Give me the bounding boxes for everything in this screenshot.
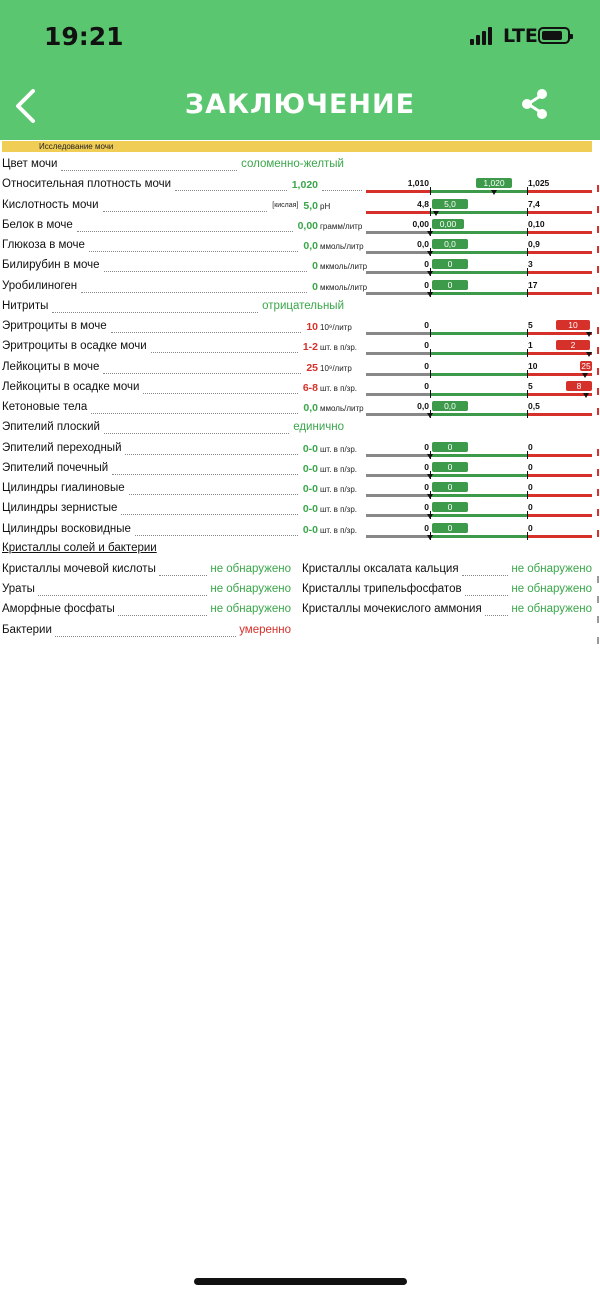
scale-value-pill: 1,020	[476, 178, 512, 188]
result-row	[0, 361, 600, 381]
signal-icon	[470, 27, 496, 45]
scale-low-label: 0	[424, 441, 429, 452]
leader-dots	[52, 312, 258, 313]
scale-value-pill: 0,0	[432, 239, 468, 249]
leader-dots	[38, 595, 207, 596]
result-unit: грамм/литр	[320, 221, 363, 231]
result-value: 10	[306, 321, 318, 333]
scale-tick	[527, 471, 528, 479]
scale-above-range	[527, 535, 592, 538]
result-name: Цилиндры гиалиновые	[2, 482, 125, 494]
scale-normal-range	[430, 211, 527, 214]
result-row	[0, 421, 600, 441]
result-value: отрицательный	[262, 299, 344, 312]
scale-value-marker	[583, 393, 589, 398]
result-unit: шт. в п/зр.	[320, 343, 358, 353]
row-edge-marker	[597, 530, 599, 537]
scale-value-marker	[427, 494, 433, 499]
result-row	[0, 482, 600, 502]
scale-low-label: 0	[424, 522, 429, 533]
scale-above-range	[527, 271, 592, 274]
result-row	[0, 340, 600, 360]
scale-tick	[527, 329, 528, 337]
scale-above-range	[527, 251, 592, 254]
scale-value-marker	[427, 535, 433, 540]
page-title: ЗАКЛЮЧЕНИЕ	[184, 89, 416, 120]
leader-dots	[81, 292, 307, 293]
crystal-name: Кристаллы мочевой кислоты	[2, 563, 156, 575]
status-time: 19:21	[44, 22, 124, 51]
row-edge-marker	[597, 185, 599, 192]
scale-normal-range	[430, 352, 527, 355]
crystal-name: Аморфные фосфаты	[2, 603, 115, 615]
leader-dots	[159, 575, 208, 576]
scale-value-pill: 0	[432, 523, 468, 533]
scale-above-range	[527, 454, 592, 457]
result-name: Лейкоциты в осадке мочи	[2, 380, 140, 393]
scale-value-marker	[491, 190, 497, 195]
row-edge-marker	[597, 327, 599, 334]
result-unit: ммоль/литр	[320, 404, 364, 413]
reference-scale	[366, 482, 592, 502]
scale-value-marker	[586, 352, 592, 357]
result-value: 5,0	[303, 199, 318, 212]
scale-value-pill: 10	[556, 320, 590, 330]
scale-value-marker	[433, 211, 439, 216]
scale-tick	[527, 187, 528, 195]
result-unit: мкмоль/литр	[320, 282, 368, 292]
scale-below-range	[366, 332, 430, 335]
scale-normal-range	[430, 332, 527, 335]
scale-value-marker	[427, 251, 433, 256]
scale-below-range	[366, 190, 430, 193]
reference-scale	[366, 219, 592, 239]
result-name: Кислотность мочи	[2, 198, 99, 211]
result-value: 0-0	[302, 442, 318, 455]
scale-value-marker	[427, 454, 433, 459]
result-row	[0, 158, 600, 178]
scale-value-marker	[427, 292, 433, 297]
scale-above-range	[527, 494, 592, 497]
scale-high-label: 0,9	[528, 239, 540, 249]
scale-above-range	[527, 211, 592, 214]
scale-low-label: 0	[424, 461, 429, 472]
row-edge-marker	[597, 246, 599, 253]
row-edge-marker	[597, 347, 599, 354]
scale-low-label: 0	[424, 340, 429, 351]
scale-value-pill: 8	[566, 381, 592, 391]
result-value: 0	[312, 260, 318, 273]
scale-tick	[527, 532, 528, 540]
leader-dots	[465, 595, 509, 596]
scale-below-range	[366, 413, 430, 416]
scale-tick	[430, 329, 431, 337]
scale-high-label: 0	[528, 522, 533, 533]
scale-value-marker	[427, 231, 433, 236]
scale-normal-range	[430, 474, 527, 477]
result-unit: шт. в п/зр.	[320, 525, 358, 535]
row-edge-marker	[597, 266, 599, 273]
scale-high-label: 0	[528, 482, 533, 492]
leader-dots	[103, 373, 301, 374]
scale-tick	[527, 208, 528, 216]
crystal-value: умеренно	[239, 624, 291, 636]
scale-tick	[527, 451, 528, 459]
row-edge-marker	[597, 226, 599, 233]
leader-dots	[485, 615, 509, 616]
result-name: Относительная плотность мочи	[2, 178, 172, 191]
crystal-value: не обнаружено	[210, 603, 291, 615]
leader-dots	[55, 636, 236, 637]
scale-normal-range	[430, 514, 527, 517]
scale-high-label: 5	[528, 380, 533, 391]
crystal-value: не обнаружено	[511, 583, 592, 595]
scale-tick	[527, 511, 528, 519]
leader-dots	[322, 190, 362, 191]
leader-dots	[462, 575, 509, 576]
scale-below-range	[366, 292, 430, 295]
row-edge-marker	[597, 368, 599, 375]
scale-tick	[527, 410, 528, 418]
scale-above-range	[527, 190, 592, 193]
scale-value-pill: 0	[432, 442, 468, 452]
row-edge-marker	[597, 509, 599, 516]
scale-value-marker	[586, 332, 592, 337]
scale-value-pill: 0	[432, 482, 468, 492]
scale-tick	[430, 187, 431, 195]
scale-low-label: 1,010	[407, 178, 429, 189]
result-name: Эритроциты в моче	[2, 320, 107, 332]
row-edge-marker	[597, 408, 599, 415]
scale-value-pill: 0	[432, 280, 468, 290]
scale-value-pill: 0	[432, 462, 468, 472]
row-edge-marker	[597, 637, 599, 644]
result-row	[0, 239, 600, 259]
result-value: единично	[293, 421, 344, 434]
reference-scale	[366, 340, 592, 360]
scale-above-range	[527, 332, 592, 335]
result-unit: pH	[320, 201, 331, 211]
leader-dots	[104, 433, 289, 434]
result-value: 0-0	[302, 483, 318, 495]
scale-normal-range	[430, 190, 527, 193]
result-value: 1-2	[302, 341, 318, 354]
result-row	[0, 523, 600, 543]
scale-above-range	[527, 352, 592, 355]
crystal-value: не обнаружено	[511, 563, 592, 575]
scale-tick	[527, 491, 528, 499]
scale-normal-range	[430, 535, 527, 538]
result-unit: мкмоль/литр	[320, 262, 368, 272]
scale-high-label: 0	[528, 502, 533, 513]
section-header	[2, 141, 592, 152]
leader-dots	[121, 514, 297, 515]
scale-low-label: 0	[424, 482, 429, 492]
result-name: Эритроциты в осадке мочи	[2, 340, 147, 353]
scale-above-range	[527, 413, 592, 416]
scale-high-label: 17	[528, 279, 538, 290]
result-unit: шт. в п/зр.	[320, 444, 358, 454]
scale-high-label: 0	[528, 441, 533, 452]
scale-normal-range	[430, 393, 527, 396]
result-value: 0-0	[302, 523, 318, 536]
result-row	[0, 320, 600, 340]
reference-scale	[366, 401, 592, 421]
leader-dots	[135, 535, 298, 536]
scale-below-range	[366, 373, 430, 376]
scale-low-label: 0	[424, 279, 429, 290]
result-unit: 10⁹/литр	[320, 323, 352, 332]
battery-icon	[538, 27, 570, 44]
result-name: Эпителий переходный	[2, 441, 122, 454]
scale-value-marker	[427, 413, 433, 418]
scale-below-range	[366, 393, 430, 396]
result-value: 0,00	[297, 219, 318, 232]
crystals-section-title: Кристаллы солей и бактерии	[2, 542, 157, 554]
result-unit: шт. в п/зр.	[320, 383, 358, 393]
scale-high-label: 0,10	[528, 218, 545, 229]
scale-high-label: 10	[528, 360, 538, 371]
scale-low-label: 0,0	[417, 401, 429, 411]
scale-normal-range	[430, 271, 527, 274]
scale-high-label: 1	[528, 340, 533, 351]
result-unit: шт. в п/зр.	[320, 505, 358, 515]
scale-high-label: 3	[528, 259, 533, 270]
result-value: 0	[312, 280, 318, 293]
reference-scale	[366, 320, 592, 340]
result-value: 0-0	[302, 462, 318, 475]
scale-above-range	[527, 514, 592, 517]
result-value: 0,0	[303, 402, 318, 414]
scale-below-range	[366, 211, 430, 214]
leader-dots	[111, 332, 302, 333]
scale-below-range	[366, 352, 430, 355]
scale-tick	[430, 208, 431, 216]
crystal-name: Ураты	[2, 583, 35, 595]
result-row	[0, 219, 600, 239]
scale-below-range	[366, 454, 430, 457]
home-indicator[interactable]	[194, 1278, 407, 1285]
scale-low-label: 0	[424, 360, 429, 371]
leader-dots	[118, 615, 208, 616]
result-name: Эпителий плоский	[2, 421, 100, 434]
scale-value-marker	[427, 474, 433, 479]
scale-normal-range	[430, 494, 527, 497]
scale-value-marker	[427, 271, 433, 276]
row-edge-marker	[597, 489, 599, 496]
result-row	[0, 178, 600, 198]
reference-scale	[366, 239, 592, 259]
leader-dots	[77, 231, 293, 232]
row-edge-marker	[597, 576, 599, 583]
crystal-name: Кристаллы мочекислого аммония	[302, 603, 482, 615]
scale-tick	[527, 390, 528, 398]
result-note: [кислая]	[272, 201, 299, 209]
result-name: Лейкоциты в моче	[2, 360, 100, 373]
crystal-name: Кристаллы оксалата кальция	[302, 563, 459, 575]
result-value: 1,020	[291, 179, 318, 192]
result-row	[0, 280, 600, 300]
scale-high-label: 1,025	[528, 178, 550, 189]
result-row	[0, 199, 600, 219]
result-unit: 10⁹/литр	[320, 363, 352, 373]
result-name: Билирубин в моче	[2, 259, 100, 272]
result-row	[0, 462, 600, 482]
reference-scale	[366, 259, 592, 279]
result-row	[0, 442, 600, 462]
row-edge-marker	[597, 596, 599, 603]
reference-scale	[366, 280, 592, 300]
leader-dots	[125, 454, 297, 455]
result-name: Белок в моче	[2, 218, 73, 231]
leader-dots	[104, 271, 308, 272]
scale-below-range	[366, 271, 430, 274]
scale-below-range	[366, 231, 430, 234]
row-edge-marker	[597, 449, 599, 456]
result-row	[0, 259, 600, 279]
scale-above-range	[527, 292, 592, 295]
scale-low-label: 4,8	[417, 198, 429, 209]
scale-normal-range	[430, 251, 527, 254]
scale-above-range	[527, 474, 592, 477]
network-label: LTE	[503, 25, 538, 47]
leader-dots	[112, 474, 298, 475]
scale-low-label: 0	[424, 320, 429, 330]
result-value: 0,0	[303, 240, 318, 252]
scale-value-pill: 5,0	[432, 199, 468, 209]
result-name: Цвет мочи	[2, 158, 58, 170]
share-icon[interactable]	[520, 88, 550, 120]
result-row	[0, 502, 600, 522]
scale-normal-range	[430, 413, 527, 416]
scale-tick	[430, 370, 431, 378]
result-name: Кетоновые тела	[2, 401, 88, 413]
scale-value-pill: 0	[432, 502, 468, 512]
scale-normal-range	[430, 231, 527, 234]
scale-tick	[527, 289, 528, 297]
scale-below-range	[366, 494, 430, 497]
scale-normal-range	[430, 292, 527, 295]
result-name: Нитриты	[2, 299, 49, 312]
result-row	[0, 300, 600, 320]
result-value: 25	[306, 361, 318, 374]
leader-dots	[143, 393, 297, 394]
scale-value-marker	[582, 373, 588, 378]
reference-scale	[366, 502, 592, 522]
scale-high-label: 7,4	[528, 198, 540, 209]
reference-scale	[366, 361, 592, 381]
scale-low-label: 0,0	[417, 239, 429, 249]
scale-value-pill: 0,0	[432, 401, 468, 411]
reference-scale	[366, 381, 592, 401]
scale-above-range	[527, 231, 592, 234]
scale-value-pill: 0,00	[432, 219, 464, 229]
scale-normal-range	[430, 454, 527, 457]
row-edge-marker	[597, 469, 599, 476]
scale-value-pill: 2	[556, 340, 590, 350]
scale-below-range	[366, 474, 430, 477]
result-name: Цилиндры зернистые	[2, 502, 118, 515]
result-row	[0, 401, 600, 421]
scale-tick	[527, 370, 528, 378]
result-name: Цилиндры восковидные	[2, 522, 131, 535]
scale-tick	[527, 268, 528, 276]
scale-low-label: 0	[424, 380, 429, 391]
scale-below-range	[366, 251, 430, 254]
crystal-value: не обнаружено	[210, 563, 291, 575]
result-unit: ммоль/литр	[320, 242, 364, 251]
result-name: Глюкоза в моче	[2, 239, 85, 251]
leader-dots	[103, 211, 268, 212]
scale-value-pill: 25	[581, 360, 591, 371]
scale-low-label: 0,00	[412, 218, 429, 229]
scale-high-label: 5	[528, 320, 533, 330]
leader-dots	[61, 170, 237, 171]
leader-dots	[175, 190, 287, 191]
scale-high-label: 0	[528, 461, 533, 472]
reference-scale	[366, 442, 592, 462]
result-name: Эпителий почечный	[2, 461, 109, 474]
leader-dots	[91, 413, 298, 414]
app-header	[0, 0, 600, 140]
row-edge-marker	[597, 616, 599, 623]
result-unit: шт. в п/зр.	[320, 485, 358, 494]
scale-tick	[430, 390, 431, 398]
scale-value-pill: 0	[432, 259, 468, 269]
scale-low-label: 0	[424, 259, 429, 270]
scale-value-marker	[427, 514, 433, 519]
row-edge-marker	[597, 206, 599, 213]
crystal-name: Бактерии	[2, 624, 52, 636]
scale-below-range	[366, 514, 430, 517]
scale-tick	[527, 228, 528, 236]
scale-below-range	[366, 535, 430, 538]
result-name: Уробилиноген	[2, 279, 78, 292]
section-title: Исследование мочи	[39, 142, 114, 151]
scale-high-label: 0,5	[528, 401, 540, 411]
row-edge-marker	[597, 287, 599, 294]
result-row	[0, 381, 600, 401]
leader-dots	[89, 251, 298, 252]
scale-tick	[430, 349, 431, 357]
leader-dots	[129, 494, 298, 495]
crystal-value: не обнаружено	[511, 603, 592, 615]
crystal-name: Кристаллы трипельфосфатов	[302, 583, 462, 595]
crystal-value: не обнаружено	[210, 583, 291, 595]
reference-scale	[366, 178, 592, 198]
result-value: 0-0	[302, 503, 318, 516]
reference-scale	[366, 462, 592, 482]
reference-scale	[366, 523, 592, 543]
scale-low-label: 0	[424, 502, 429, 513]
leader-dots	[151, 352, 298, 353]
result-value: 6-8	[302, 381, 318, 394]
row-edge-marker	[597, 388, 599, 395]
reference-scale	[366, 199, 592, 219]
result-unit: шт. в п/зр.	[320, 464, 358, 474]
scale-tick	[527, 248, 528, 256]
scale-tick	[527, 349, 528, 357]
scale-normal-range	[430, 373, 527, 376]
result-value: соломенно-желтый	[241, 158, 344, 170]
